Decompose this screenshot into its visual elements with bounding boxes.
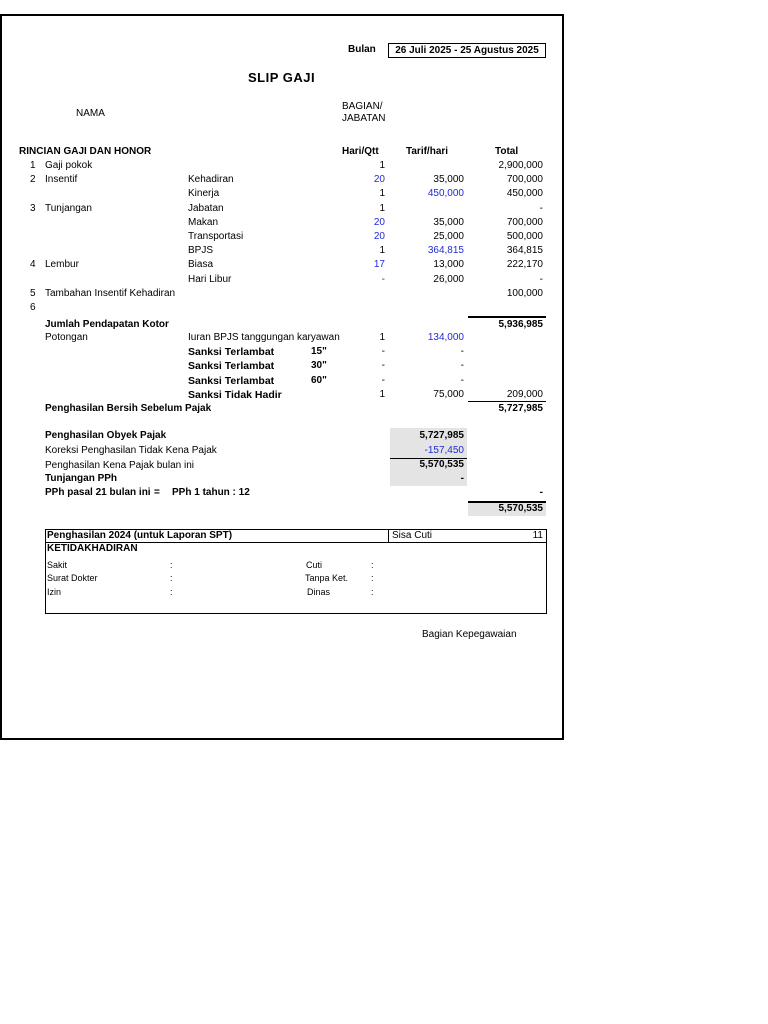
deduction-rate: -	[460, 375, 464, 386]
deduction-qty: -	[381, 346, 385, 357]
sakit-colon: :	[170, 560, 173, 570]
surat-dokter-label: Surat Dokter	[47, 573, 98, 583]
row-total: 222,170	[506, 259, 543, 270]
cuti-label: Cuti	[306, 560, 323, 570]
row-qty: -	[381, 274, 385, 285]
row-rate: 13,000	[433, 259, 464, 270]
row-total: 364,815	[506, 245, 543, 256]
gross-total: 5,936,985	[498, 319, 543, 330]
deduction-qty: -	[381, 375, 385, 386]
deduction-rate: -	[460, 346, 464, 357]
deduction-minutes: 15"	[311, 346, 327, 357]
row-label: Insentif	[45, 174, 78, 185]
row-qty: 20	[373, 217, 385, 228]
row-qty: 1	[379, 245, 385, 256]
row-sub: Transportasi	[188, 231, 244, 242]
bagian-label: BAGIAN/	[342, 101, 383, 112]
pph-label: PPh pasal 21 bulan ini	[45, 487, 151, 498]
row-total: 100,000	[506, 288, 543, 299]
row-total: 2,900,000	[498, 160, 543, 171]
row-total: 500,000	[506, 231, 543, 242]
row-sub: Makan	[188, 217, 219, 228]
dinas-label: Dinas	[307, 587, 331, 597]
jabatan-label: JABATAN	[342, 113, 386, 124]
deduction-total: 209,000	[506, 389, 543, 400]
nama-label: NAMA	[76, 108, 105, 119]
tunjangan-pph-label: Tunjangan PPh	[45, 473, 118, 484]
row-sub: Jabatan	[188, 203, 224, 214]
sakit-label: Sakit	[47, 560, 68, 570]
gross-label: Jumlah Pendapatan Kotor	[45, 319, 169, 330]
row-rate: 450,000	[427, 188, 464, 199]
row-no: 1	[30, 160, 36, 171]
deduction-rate: 134,000	[427, 332, 464, 343]
ketidakhadiran-label: KETIDAKHADIRAN	[47, 543, 138, 554]
period-box: 26 Juli 2025 - 25 Agustus 2025	[388, 43, 546, 58]
row-sub: BPJS	[188, 245, 214, 256]
deduction-minutes: 30"	[311, 360, 327, 371]
tanpa-ket-label: Tanpa Ket.	[305, 573, 349, 583]
row-sub: Hari Libur	[188, 274, 232, 285]
row-qty: 1	[379, 160, 385, 171]
deduction-minutes: 60"	[311, 375, 327, 386]
deduction-rate: 75,000	[433, 389, 464, 400]
obyek-label: Penghasilan Obyek Pajak	[45, 430, 167, 441]
deduction-qty: -	[381, 360, 385, 371]
pph-formula: PPh 1 tahun : 12	[172, 487, 250, 498]
signature-label: Bagian Kepegawaian	[422, 629, 517, 640]
page-title: SLIP GAJI	[248, 70, 316, 85]
sisa-cuti-value: 11	[532, 530, 543, 541]
row-total: -	[539, 203, 543, 214]
izin-colon: :	[170, 587, 173, 597]
row-rate: 35,000	[433, 217, 464, 228]
final-value: 5,570,535	[498, 503, 543, 514]
row-qty: 17	[373, 259, 385, 270]
deduction-label: Sanksi Tidak Hadir	[188, 389, 282, 401]
tunjangan-pph-value: -	[460, 473, 464, 484]
row-total: -	[539, 274, 543, 285]
deduction-label: Iuran BPJS tanggungan karyawan	[188, 332, 340, 343]
row-rate: 26,000	[433, 274, 464, 285]
col-rate-header: Tarif/hari	[406, 146, 449, 157]
row-qty: 1	[379, 203, 385, 214]
koreksi-label: Koreksi Penghasilan Tidak Kena Pajak	[45, 445, 217, 456]
row-total: 700,000	[506, 174, 543, 185]
row-total: 700,000	[506, 217, 543, 228]
dinas-colon: :	[371, 587, 374, 597]
pph-value: -	[539, 487, 543, 498]
row-rate: 35,000	[433, 174, 464, 185]
row-label: Tunjangan	[45, 203, 92, 214]
net-label: Penghasilan Bersih Sebelum Pajak	[45, 403, 212, 414]
tanpa-ket-colon: :	[371, 573, 374, 583]
pkp-label: Penghasilan Kena Pajak bulan ini	[45, 460, 194, 471]
payslip-sheet	[0, 14, 564, 740]
col-qty-header: Hari/Qtt	[342, 146, 379, 157]
row-qty: 1	[379, 188, 385, 199]
row-no: 2	[30, 174, 36, 185]
row-qty: 20	[373, 174, 385, 185]
deduction-qty: 1	[379, 389, 385, 400]
net-total: 5,727,985	[498, 403, 543, 414]
cuti-colon: :	[371, 560, 374, 570]
pph-eq: =	[154, 487, 160, 498]
row-no: 3	[30, 203, 36, 214]
deduction-label: Sanksi Terlambat	[188, 360, 275, 372]
row-no: 5	[30, 288, 36, 299]
row-no: 4	[30, 259, 36, 270]
deduction-label: Sanksi Terlambat	[188, 346, 275, 358]
section-title: RINCIAN GAJI DAN HONOR	[19, 146, 152, 157]
row-label: Gaji pokok	[45, 160, 93, 171]
obyek-value: 5,727,985	[419, 430, 464, 441]
row-label: Tambahan Insentif Kehadiran	[45, 288, 176, 299]
deduction-rate: -	[460, 360, 464, 371]
row-sub: Biasa	[188, 259, 214, 270]
spt-label: Penghasilan 2024 (untuk Laporan SPT)	[47, 530, 233, 541]
deductions-label: Potongan	[45, 332, 88, 343]
row-rate: 25,000	[433, 231, 464, 242]
row-label: Lembur	[45, 259, 79, 270]
izin-label: Izin	[47, 587, 62, 597]
surat-dokter-colon: :	[170, 573, 173, 583]
bulan-label: Bulan	[348, 44, 376, 55]
col-total-header: Total	[495, 146, 519, 157]
row-sub: Kehadiran	[188, 174, 234, 185]
koreksi-value: -157,450	[424, 445, 464, 456]
row-total: 450,000	[506, 188, 543, 199]
pkp-value: 5,570,535	[419, 459, 464, 470]
sisa-cuti-label: Sisa Cuti	[392, 530, 433, 541]
row-qty: 20	[373, 231, 385, 242]
deduction-label: Sanksi Terlambat	[188, 375, 275, 387]
row-no: 6	[30, 302, 36, 313]
deduction-qty: 1	[379, 332, 385, 343]
row-rate: 364,815	[427, 245, 464, 256]
row-sub: Kinerja	[188, 188, 220, 199]
